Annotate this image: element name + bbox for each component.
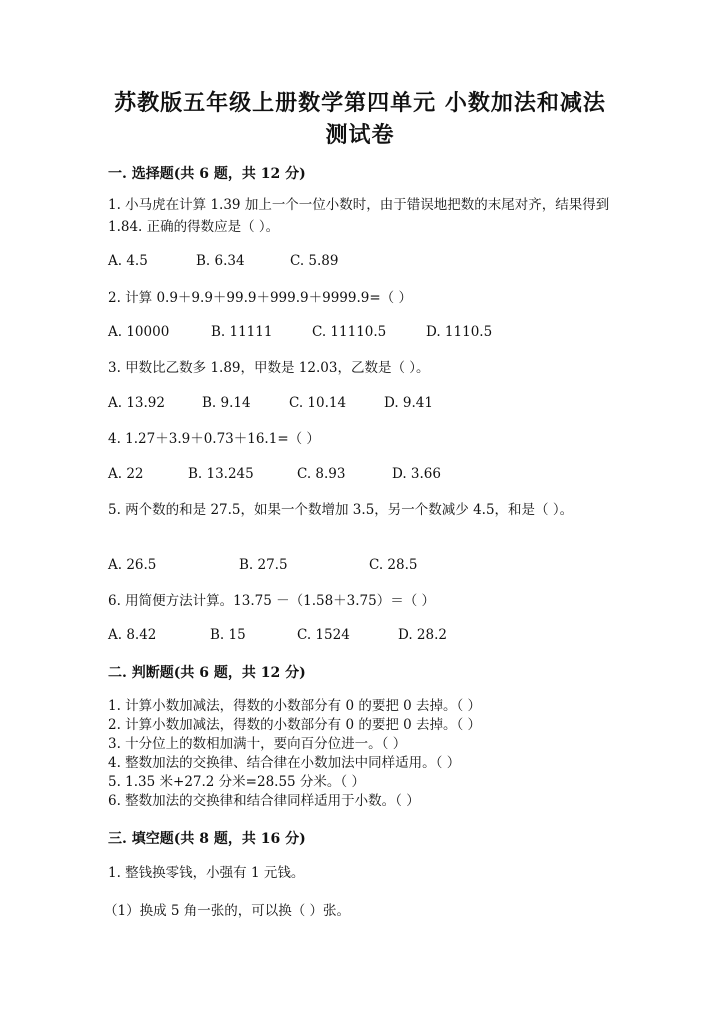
judgement-item: 2. 计算小数加减法，得数的小数部分有 0 的要把 0 去掉。（ ） <box>108 717 482 733</box>
question-6-options <box>108 627 608 647</box>
option-c: C. 5.89 <box>290 253 339 269</box>
option-c: C. 8.93 <box>297 466 346 482</box>
option-a: A. 13.92 <box>108 395 165 411</box>
judgement-item: 6. 整数加法的交换律和结合律同样适用于小数。（ ） <box>108 793 420 809</box>
option-c: C. 1524 <box>297 627 350 643</box>
judgement-item: 3. 十分位上的数相加满十，要向百分位进一。（ ） <box>108 736 407 752</box>
question-4-text: 4. 1.27＋3.9＋0.73＋16.1=（ ） <box>108 431 320 447</box>
fill-question-1-text: 1. 整钱换零钱，小强有 1 元钱。 <box>108 865 305 881</box>
question-1-text: 1. 小马虎在计算 1.39 加上一个一位小数时，由于错误地把数的末尾对齐，结果得到 1.84. 正确的得数应是（ ）。 <box>108 197 610 235</box>
option-c: C. 10.14 <box>289 395 347 411</box>
question-2-options <box>108 324 608 344</box>
fill-question-1-sub-1: （1）换成 5 角一张的，可以换（ ）张。 <box>104 903 351 919</box>
option-b: B. 11111 <box>211 324 273 340</box>
question-5-options <box>108 557 608 577</box>
question-1-options <box>108 253 608 273</box>
option-d: D. 3.66 <box>392 466 441 482</box>
option-b: B. 9.14 <box>202 395 251 411</box>
option-d: D. 28.2 <box>398 627 447 643</box>
question-2-text: 2. 计算 0.9＋9.9＋99.9＋999.9＋9999.9=（ ） <box>108 290 412 306</box>
question-6-text: 6. 用简便方法计算。13.75 －（1.58＋3.75）＝（ ） <box>108 593 436 609</box>
option-c: C. 11110.5 <box>312 324 387 340</box>
section-heading-choice: 一. 选择题(共 6 题，共 12 分) <box>108 166 306 182</box>
option-b: B. 13.245 <box>188 466 254 482</box>
option-a: A. 22 <box>108 466 144 482</box>
judgement-item: 1. 计算小数加减法，得数的小数部分有 0 的要把 0 去掉。（ ） <box>108 698 482 714</box>
question-3-options <box>108 395 608 415</box>
question-4-options <box>108 466 608 486</box>
option-b: B. 15 <box>210 627 246 643</box>
question-3-text: 3. 甲数比乙数多 1.89，甲数是 12.03，乙数是（ ）。 <box>108 360 430 376</box>
option-d: D. 1110.5 <box>426 324 493 340</box>
option-c: C. 28.5 <box>369 557 418 573</box>
judgement-item: 5. 1.35 米+27.2 分米=28.55 分米。（ ） <box>108 774 365 790</box>
option-d: D. 9.41 <box>384 395 433 411</box>
option-b: B. 27.5 <box>239 557 288 573</box>
judgement-item: 4. 整数加法的交换律、结合律在小数加法中同样适用。（ ） <box>108 755 461 771</box>
option-b: B. 6.34 <box>196 253 245 269</box>
option-a: A. 8.42 <box>108 627 157 643</box>
question-5-text: 5. 两个数的和是 27.5，如果一个数增加 3.5，另一个数减少 4.5，和是（ ）。 <box>108 502 574 518</box>
option-a: A. 10000 <box>108 324 170 340</box>
page-title: 苏教版五年级上册数学第四单元 小数加法和减法 <box>114 90 606 116</box>
section-heading-fill-blank: 三. 填空题(共 8 题，共 16 分) <box>108 831 306 847</box>
option-a: A. 4.5 <box>108 253 148 269</box>
section-heading-judgement: 二. 判断题(共 6 题，共 12 分) <box>108 665 306 681</box>
page-subtitle: 测试卷 <box>325 122 395 148</box>
option-a: A. 26.5 <box>108 557 157 573</box>
